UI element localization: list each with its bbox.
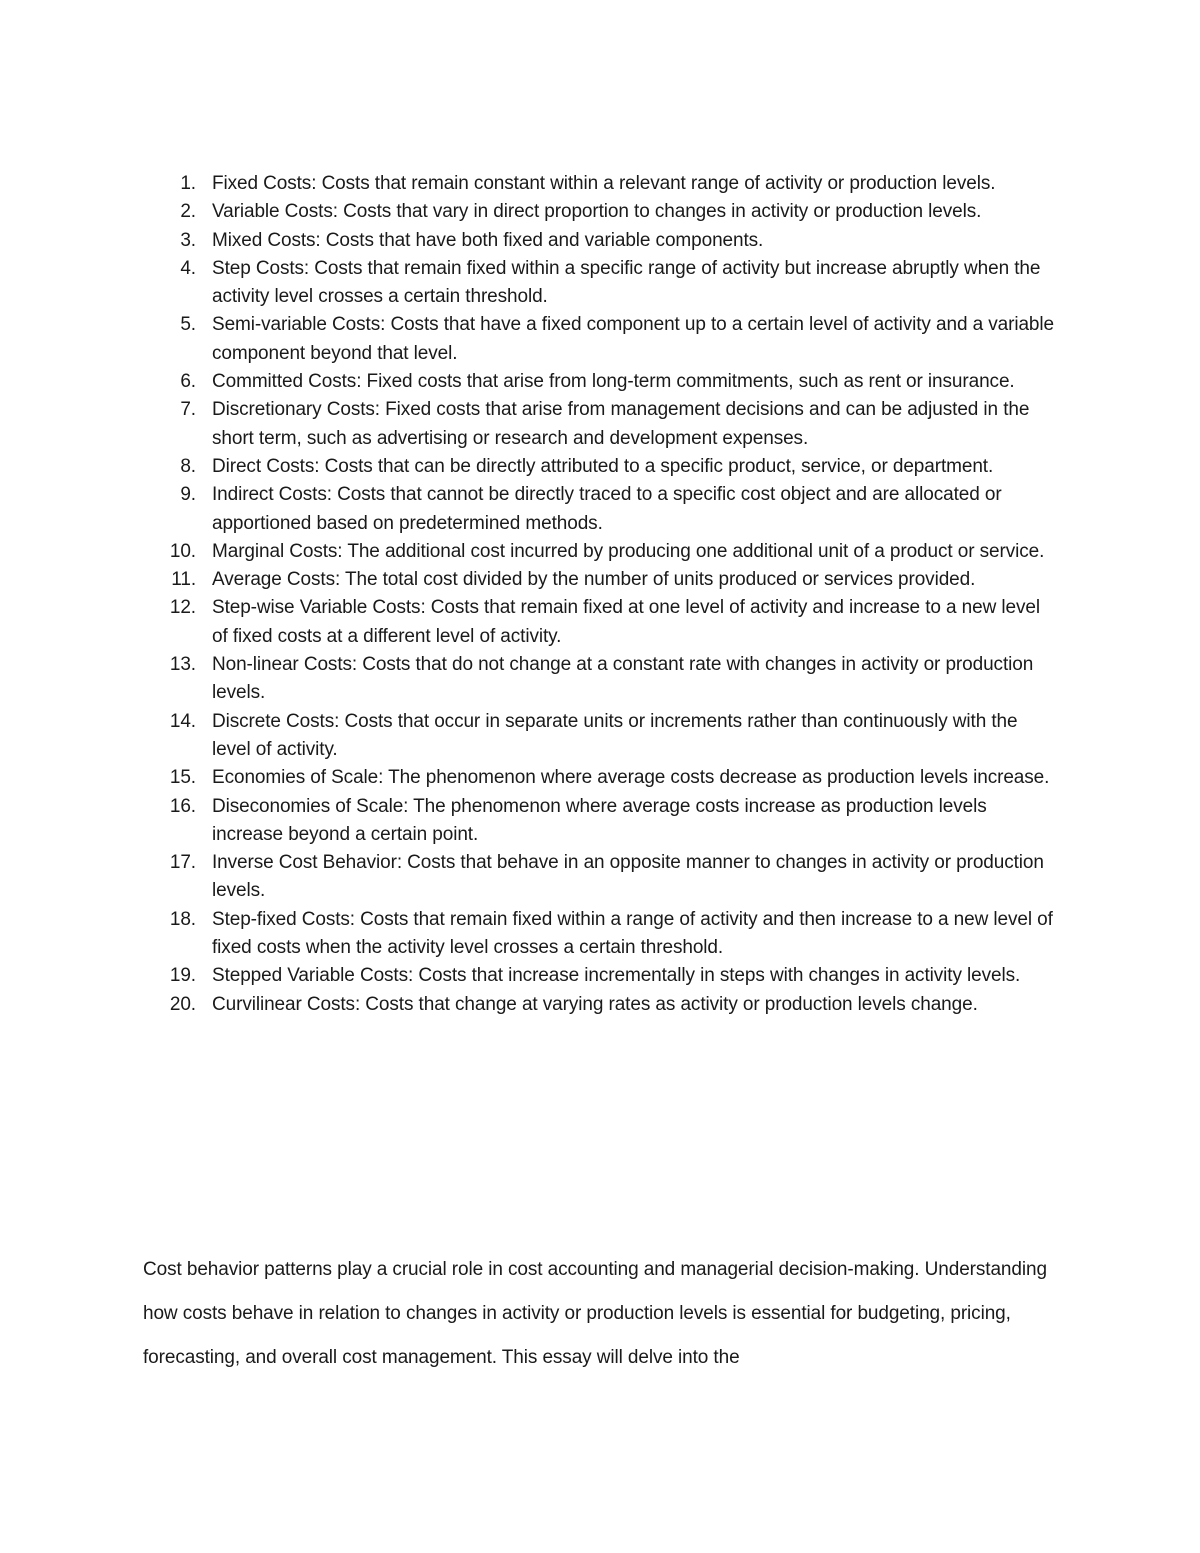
list-item-number (150, 764, 204, 792)
list-item-number (150, 311, 204, 339)
list-item-number (150, 396, 204, 424)
list-item-number-text: 10. (169, 540, 196, 562)
list-item-number (150, 453, 204, 481)
list-item (150, 227, 1060, 255)
list-item-number-text: 3. (180, 229, 196, 251)
list-item (150, 849, 1060, 906)
list-item-number-text: 6. (180, 371, 196, 393)
list-item-number-text: 8. (180, 455, 196, 477)
list-item-text: Fixed Costs: Costs that remain constant within a relevant range of activity or production levels. (212, 173, 996, 194)
list-item-number-text: 2. (180, 201, 196, 223)
list-item-text: Economies of Scale: The phenomenon where average costs decrease as production levels increase. (212, 767, 1050, 789)
list-item-number (150, 170, 204, 198)
list-item-number (150, 708, 204, 736)
list-item-text: Step Costs: Costs that remain fixed within a specific range of activity but increase abruptly when the activity level crosses a certain threshold. (212, 257, 1041, 308)
list-item (150, 793, 1060, 850)
list-item (150, 255, 1060, 312)
list-item-text: Step-wise Variable Costs: Costs that remain fixed at one level of activity and increase to a new level of fixed costs at a different level of activity. (212, 597, 1040, 647)
list-item (150, 962, 1060, 990)
list-item-number-text: 16. (169, 795, 196, 817)
list-item-number-text: 14. (169, 710, 196, 732)
list-item (150, 764, 1060, 792)
list-item (150, 311, 1060, 368)
list-item-number-text: 17. (169, 852, 196, 874)
list-item (150, 198, 1060, 226)
list-item-number-text: 1. (180, 173, 196, 194)
list-item-text: Marginal Costs: The additional cost incurred by producing one additional unit of a product or service. (212, 540, 1045, 562)
list-item-number-text: 9. (180, 484, 196, 506)
list-item-text: Discretionary Costs: Fixed costs that arise from management decisions and can be adjusted in the short term, such as advertising or research and development expenses. (212, 399, 1030, 449)
list-item-number (150, 651, 204, 679)
list-item-text: Diseconomies of Scale: The phenomenon where average costs increase as production levels increase beyond a certain point. (212, 795, 987, 845)
list-item-text: Inverse Cost Behavior: Costs that behave in an opposite manner to changes in activity or production levels. (212, 852, 1044, 902)
list-item (150, 481, 1060, 538)
intro-paragraph: Cost behavior patterns play a crucial role in cost accounting and managerial decision-making. Understanding how costs behave in relation to changes in activity or production levels is essential for budgeting, pricing, forecasting, and overall cost management. This essay will delve into the (143, 1259, 1047, 1368)
list-item-number-text: 15. (169, 767, 196, 789)
list-item-text: Non-linear Costs: Costs that do not change at a constant rate with changes in activity or production levels. (212, 654, 1034, 704)
list-item (150, 651, 1060, 708)
list-item (150, 396, 1060, 453)
list-item (150, 594, 1060, 651)
list-item-number (150, 991, 204, 1019)
list-item-number (150, 793, 204, 821)
list-item-number (150, 481, 204, 509)
list-item-text: Direct Costs: Costs that can be directly attributed to a specific product, service, or department. (212, 455, 994, 477)
list-item-text: Variable Costs: Costs that vary in direct proportion to changes in activity or production levels. (212, 201, 982, 223)
list-item-number (150, 566, 204, 594)
list-item-number-text: 13. (169, 654, 196, 676)
list-item (150, 906, 1060, 963)
list-item-text: Discrete Costs: Costs that occur in separate units or increments rather than continuously with the level of activity. (212, 710, 1018, 760)
list-item-number-text: 12. (169, 597, 196, 619)
list-item-number-text: 11. (171, 569, 196, 591)
list-item-text: Mixed Costs: Costs that have both fixed and variable components. (212, 229, 764, 251)
list-item-number (150, 962, 204, 990)
list-item-number (150, 849, 204, 877)
list-item-text: Committed Costs: Fixed costs that arise from long-term commitments, such as rent or insurance. (212, 371, 1015, 393)
list-item (150, 538, 1060, 566)
list-item-number (150, 227, 204, 255)
list-item-number (150, 198, 204, 226)
list-item-number-text: 5. (180, 314, 196, 336)
cost-types-list (150, 170, 1060, 1019)
list-item-number-text: 4. (180, 257, 196, 279)
list-item-text: Stepped Variable Costs: Costs that increase incrementally in steps with changes in activity levels. (212, 965, 1021, 987)
list-item (150, 708, 1060, 765)
list-item-number-text: 18. (169, 908, 196, 930)
list-item (150, 453, 1060, 481)
list-item-number-text: 20. (169, 993, 196, 1015)
list-item-number-text: 19. (169, 965, 196, 987)
list-item-number (150, 594, 204, 622)
list-item (150, 368, 1060, 396)
list-item-number (150, 538, 204, 566)
list-item-number (150, 368, 204, 396)
list-item-number (150, 255, 204, 283)
list-item-text: Step-fixed Costs: Costs that remain fixed within a range of activity and then increase to a new level of fixed costs when the activity level crosses a certain threshold. (212, 908, 1053, 959)
list-item-text: Curvilinear Costs: Costs that change at varying rates as activity or production levels change. (212, 993, 978, 1015)
list-item (150, 170, 1060, 198)
list-item-text: Average Costs: The total cost divided by the number of units produced or services provided. (212, 569, 976, 591)
list-item-text: Semi-variable Costs: Costs that have a fixed component up to a certain level of activity and a variable component beyond that level. (212, 314, 1054, 364)
list-item (150, 566, 1060, 594)
list-item-text: Indirect Costs: Costs that cannot be directly traced to a specific cost object and are allocated or apportioned based on predetermined methods. (212, 484, 1002, 534)
list-item (150, 991, 1060, 1019)
list-item-number (150, 906, 204, 934)
list-item-number-text: 7. (180, 399, 196, 421)
